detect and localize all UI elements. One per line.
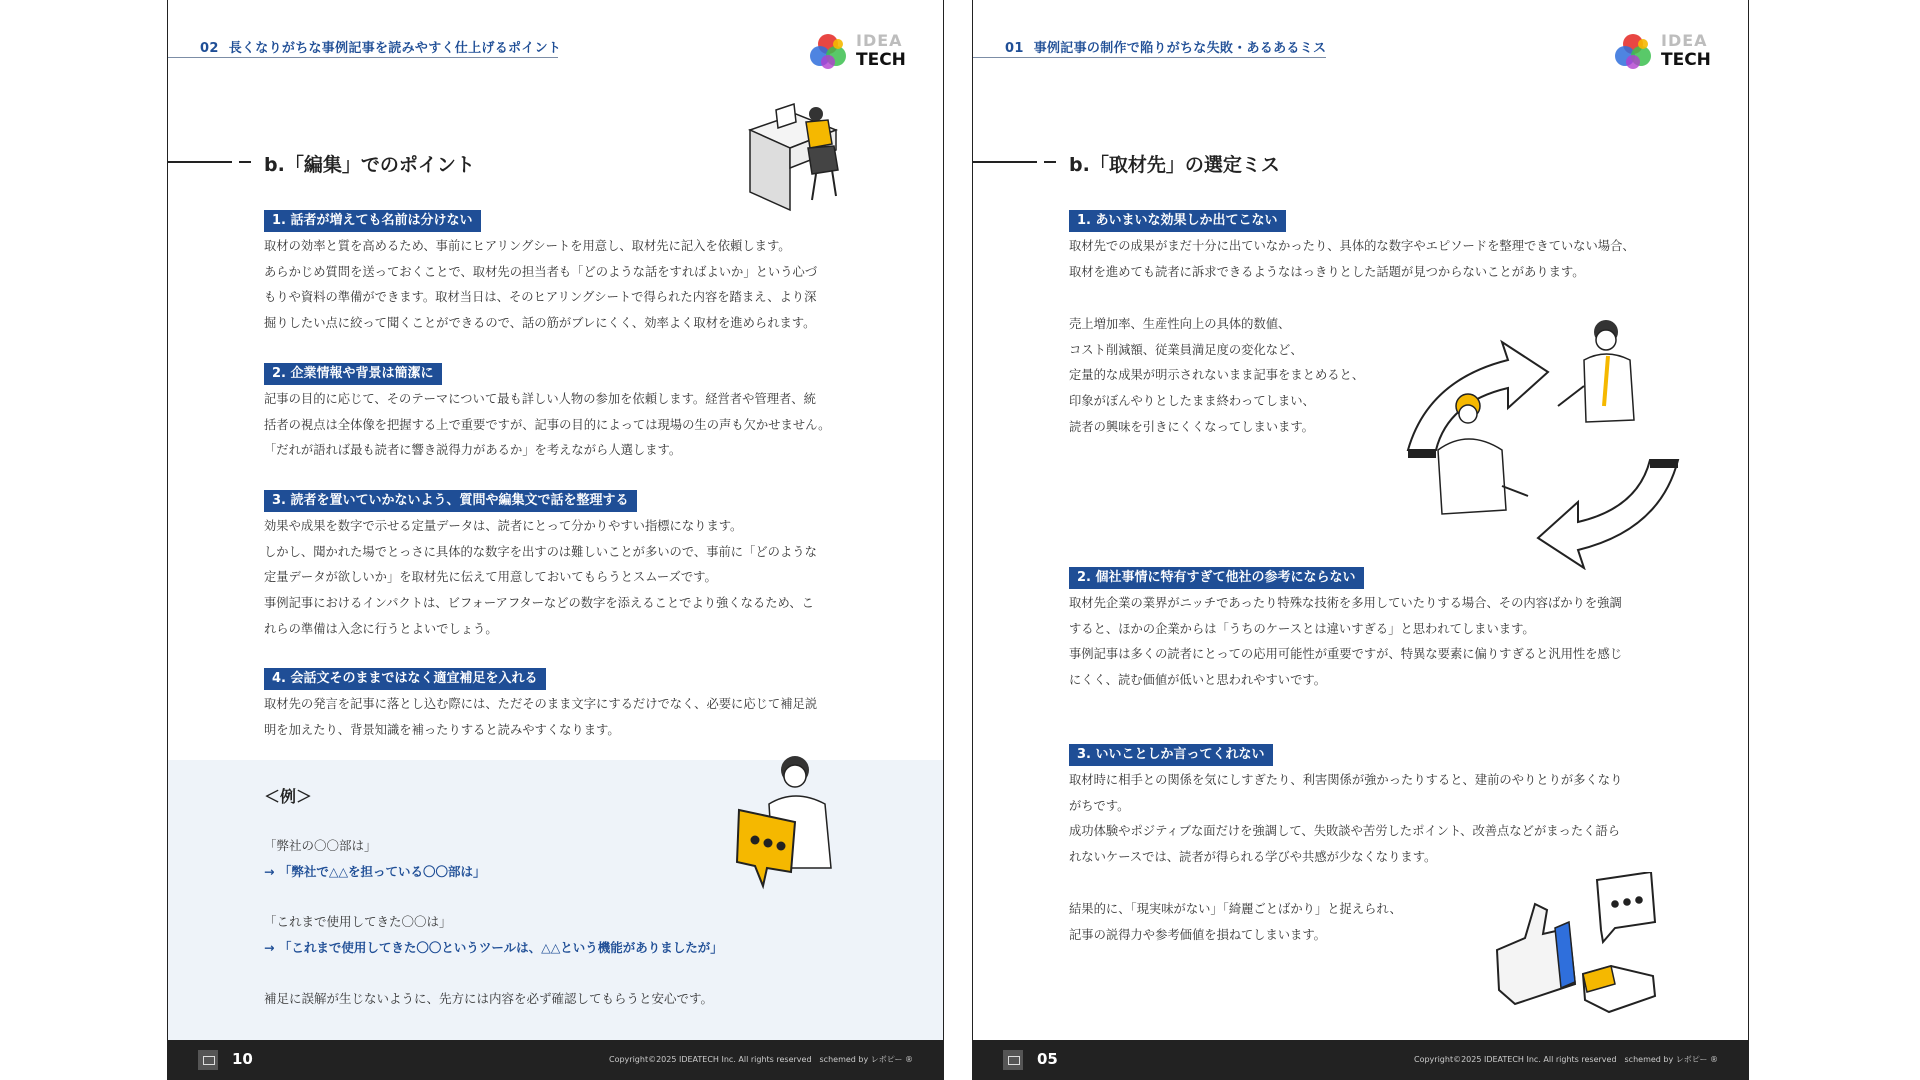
body-line: コスト削減額、従業員満足度の変化など、 [1069,342,1303,357]
point-tag: 2. 個社事情に特有すぎて他社の参考にならない [1069,567,1364,589]
mistake-2 [1069,566,1649,694]
mistake-1 [1069,209,1649,285]
point-body [264,514,844,643]
section-dash [239,161,251,163]
example-after-1: → 「弊社で△△を担っている〇〇部は」 [264,864,486,879]
ideatech-logo [1613,28,1713,74]
logo-text-tech: TECH [856,50,906,70]
page-footer [168,1040,943,1080]
point-body [264,692,844,743]
page-header [1005,37,1326,56]
point-tag: 1. 話者が増えても名前は分けない [264,210,481,232]
body-line: あらかじめ質問を送っておくことで、取材先の担当者も「どのような話をすればよいか」という心づ [264,264,818,279]
body-line: もりや資料の準備ができます。取材当日は、そのヒアリングシートで得られた内容を踏まえ、より深 [264,290,817,305]
body-line: 「だれが語れば最も読者に響き説得力があるか」を考えながら人選します。 [264,443,682,458]
example-heading: ＜例＞ [264,787,313,806]
page-number: 05 [1037,1050,1058,1068]
point-body [264,234,844,337]
mistake-1-examples [1069,310,1399,441]
section-title: b.「編集」でのポイント [264,154,475,176]
point-tag: 2. 企業情報や背景は簡潔に [264,363,442,385]
body-line: 掘りしたい点に絞って聞くことができるので、話の筋がブレにくく、効率よく取材を進められます。 [264,316,816,331]
body-line: しかし、聞かれた場でとっさに具体的な数字を出すのは難しいことが多いので、事前に「どのような [264,544,817,559]
body-line: 事例記事におけるインパクトは、ビフォーアフターなどの数字を添えることでより強くなるため、こ [264,596,814,611]
body-line: 取材を進めても読者に訴求できるようなはっきりとした話題が見つからないことがあります。 [1069,264,1585,279]
body-line: にくく、読む価値が低いと思われやすいです。 [1069,673,1327,688]
body-line: 取材先での成果がまだ十分に出ていなかったり、具体的な数字やエピソードを整理できていない場合、 [1069,239,1635,253]
section-rule [168,161,232,163]
person-speech-bubble-icon [733,748,848,898]
ideatech-logo [808,28,908,74]
header-number: 01 [1005,41,1024,56]
body-line: 定量データが欲しいか」を取材先に伝えて用意しておいてもらうとスムーズです。 [264,570,717,585]
body-line: 取材先企業の業界がニッチであったり特殊な技術を多用していたりする場合、その内容ばかりを強調 [1069,596,1622,610]
body-line: 効果や成果を数字で示せる定量データは、読者にとって分かりやすい指標になります。 [264,519,743,533]
copyright: Copyright©2025 IDEATECH Inc. All rights reserved schemed by レボピー ® [608,1055,913,1064]
body-line: 取材先の発言を記事に落とし込む際には、ただそのまま文字にするだけでなく、必要に応じて補足説 [264,697,818,711]
document-icon [198,1050,218,1070]
body-line: 売上増加率、生産性向上の具体的数値、 [1069,317,1291,331]
edit-point-3 [264,489,844,643]
point-tag: 1. あいまいな効果しか出てこない [1069,210,1286,232]
section-title: b.「取材先」の選定ミス [1069,154,1280,176]
point-body [1069,897,1439,948]
body-line: 読者の興味を引きにくくなってしまいます。 [1069,419,1314,434]
page-left [167,0,944,1080]
edit-point-2 [264,362,844,464]
section-rule [973,161,1037,163]
document-icon [1003,1050,1023,1070]
body-line: すると、ほかの企業からは「うちのケースとは違いすぎる」と思われてしまいます。 [1069,621,1535,636]
body-line: 成功体験やポジティブな面だけを強調して、失敗談や苦労したポイント、改善点などがまったく語ら [1069,824,1621,839]
example-before-1: 「弊社の〇〇部は」 [264,838,377,853]
section-dash [1044,161,1056,163]
example-before-2: 「これまで使用してきた〇〇は」 [264,914,452,929]
conversation-arrows-icon [1398,310,1688,570]
header-title: 事例記事の制作で陥りがちな失敗・あるあるミス [1033,41,1327,56]
body-line: 明を加えたり、背景知識を補ったりすると読みやすくなります。 [264,722,620,737]
body-line: 記事の説得力や参考価値を損ねてしまいます。 [1069,927,1326,942]
body-line: 記事の目的に応じて、そのテーマについて最も詳しい人物の参加を依頼します。経営者や管理者、統 [264,392,816,406]
logo-text-idea: IDEA [856,31,903,50]
header-rule [973,57,1326,58]
edit-point-4 [264,667,844,743]
logo-mark-icon [1613,32,1653,72]
point-body [1069,234,1649,285]
body-line: 括者の視点は全体像を把握する上で重要ですが、記事の目的によっては現場の生の声も欠かせません。 [264,417,831,432]
point-body [1069,312,1399,441]
header-rule [168,57,558,58]
point-tag: 3. いいことしか言ってくれない [1069,744,1273,766]
point-body [264,387,844,464]
point-body [1069,768,1649,871]
body-line: 事例記事は多くの読者にとっての応用可能性が重要ですが、特異な要素に偏りすぎると汎用性を感じ [1069,647,1623,662]
page-number: 10 [232,1050,253,1068]
example-note: 補足に誤解が生じないように、先方には内容を必ず確認してもらうと安心です。 [264,991,714,1006]
person-at-desk-icon [746,100,856,215]
body-line: 印象がぼんやりとしたまま終わってしまい、 [1069,394,1315,409]
body-line: 取材時に相手との関係を気にしすぎたり、利害関係が強かったりすると、建前のやりとりが多くなり [1069,773,1623,787]
logo-text-tech: TECH [1661,50,1711,70]
edit-point-1 [264,209,844,337]
body-line: がちです。 [1069,798,1130,813]
body-line: 結果的に、「現実味がない」「綺麗ごとばかり」と捉えられ、 [1069,902,1402,916]
point-tag: 3. 読者を置いていかないよう、質問や編集文で話を整理する [264,490,637,512]
mistake-3-summary [1069,895,1439,948]
thumbs-up-chat-icon [1485,872,1665,1022]
body-line: れらの準備は入念に行うとよいでしょう。 [264,621,498,636]
logo-mark-icon [808,32,848,72]
page-header [200,37,561,56]
page-footer [973,1040,1748,1080]
body-line: 取材の効率と質を高めるため、事前にヒアリングシートを用意し、取材先に記入を依頼します。 [264,239,791,253]
header-number: 02 [200,41,219,56]
mistake-3 [1069,743,1649,871]
point-tag: 4. 会話文そのままではなく適宜補足を入れる [264,668,546,690]
header-title: 長くなりがちな事例記事を読みやすく仕上げるポイント [228,41,562,56]
body-line: れないケースでは、読者が得られる学びや共感が少なくなります。 [1069,850,1437,865]
page-right [972,0,1749,1080]
point-body [1069,591,1649,694]
copyright: Copyright©2025 IDEATECH Inc. All rights reserved schemed by レボピー ® [1413,1055,1718,1064]
logo-text-idea: IDEA [1661,31,1708,50]
example-after-2: → 「これまで使用してきた〇〇というツールは、△△という機能がありましたが」 [264,940,723,955]
body-line: 定量的な成果が明示されないまま記事をまとめると、 [1069,368,1365,383]
